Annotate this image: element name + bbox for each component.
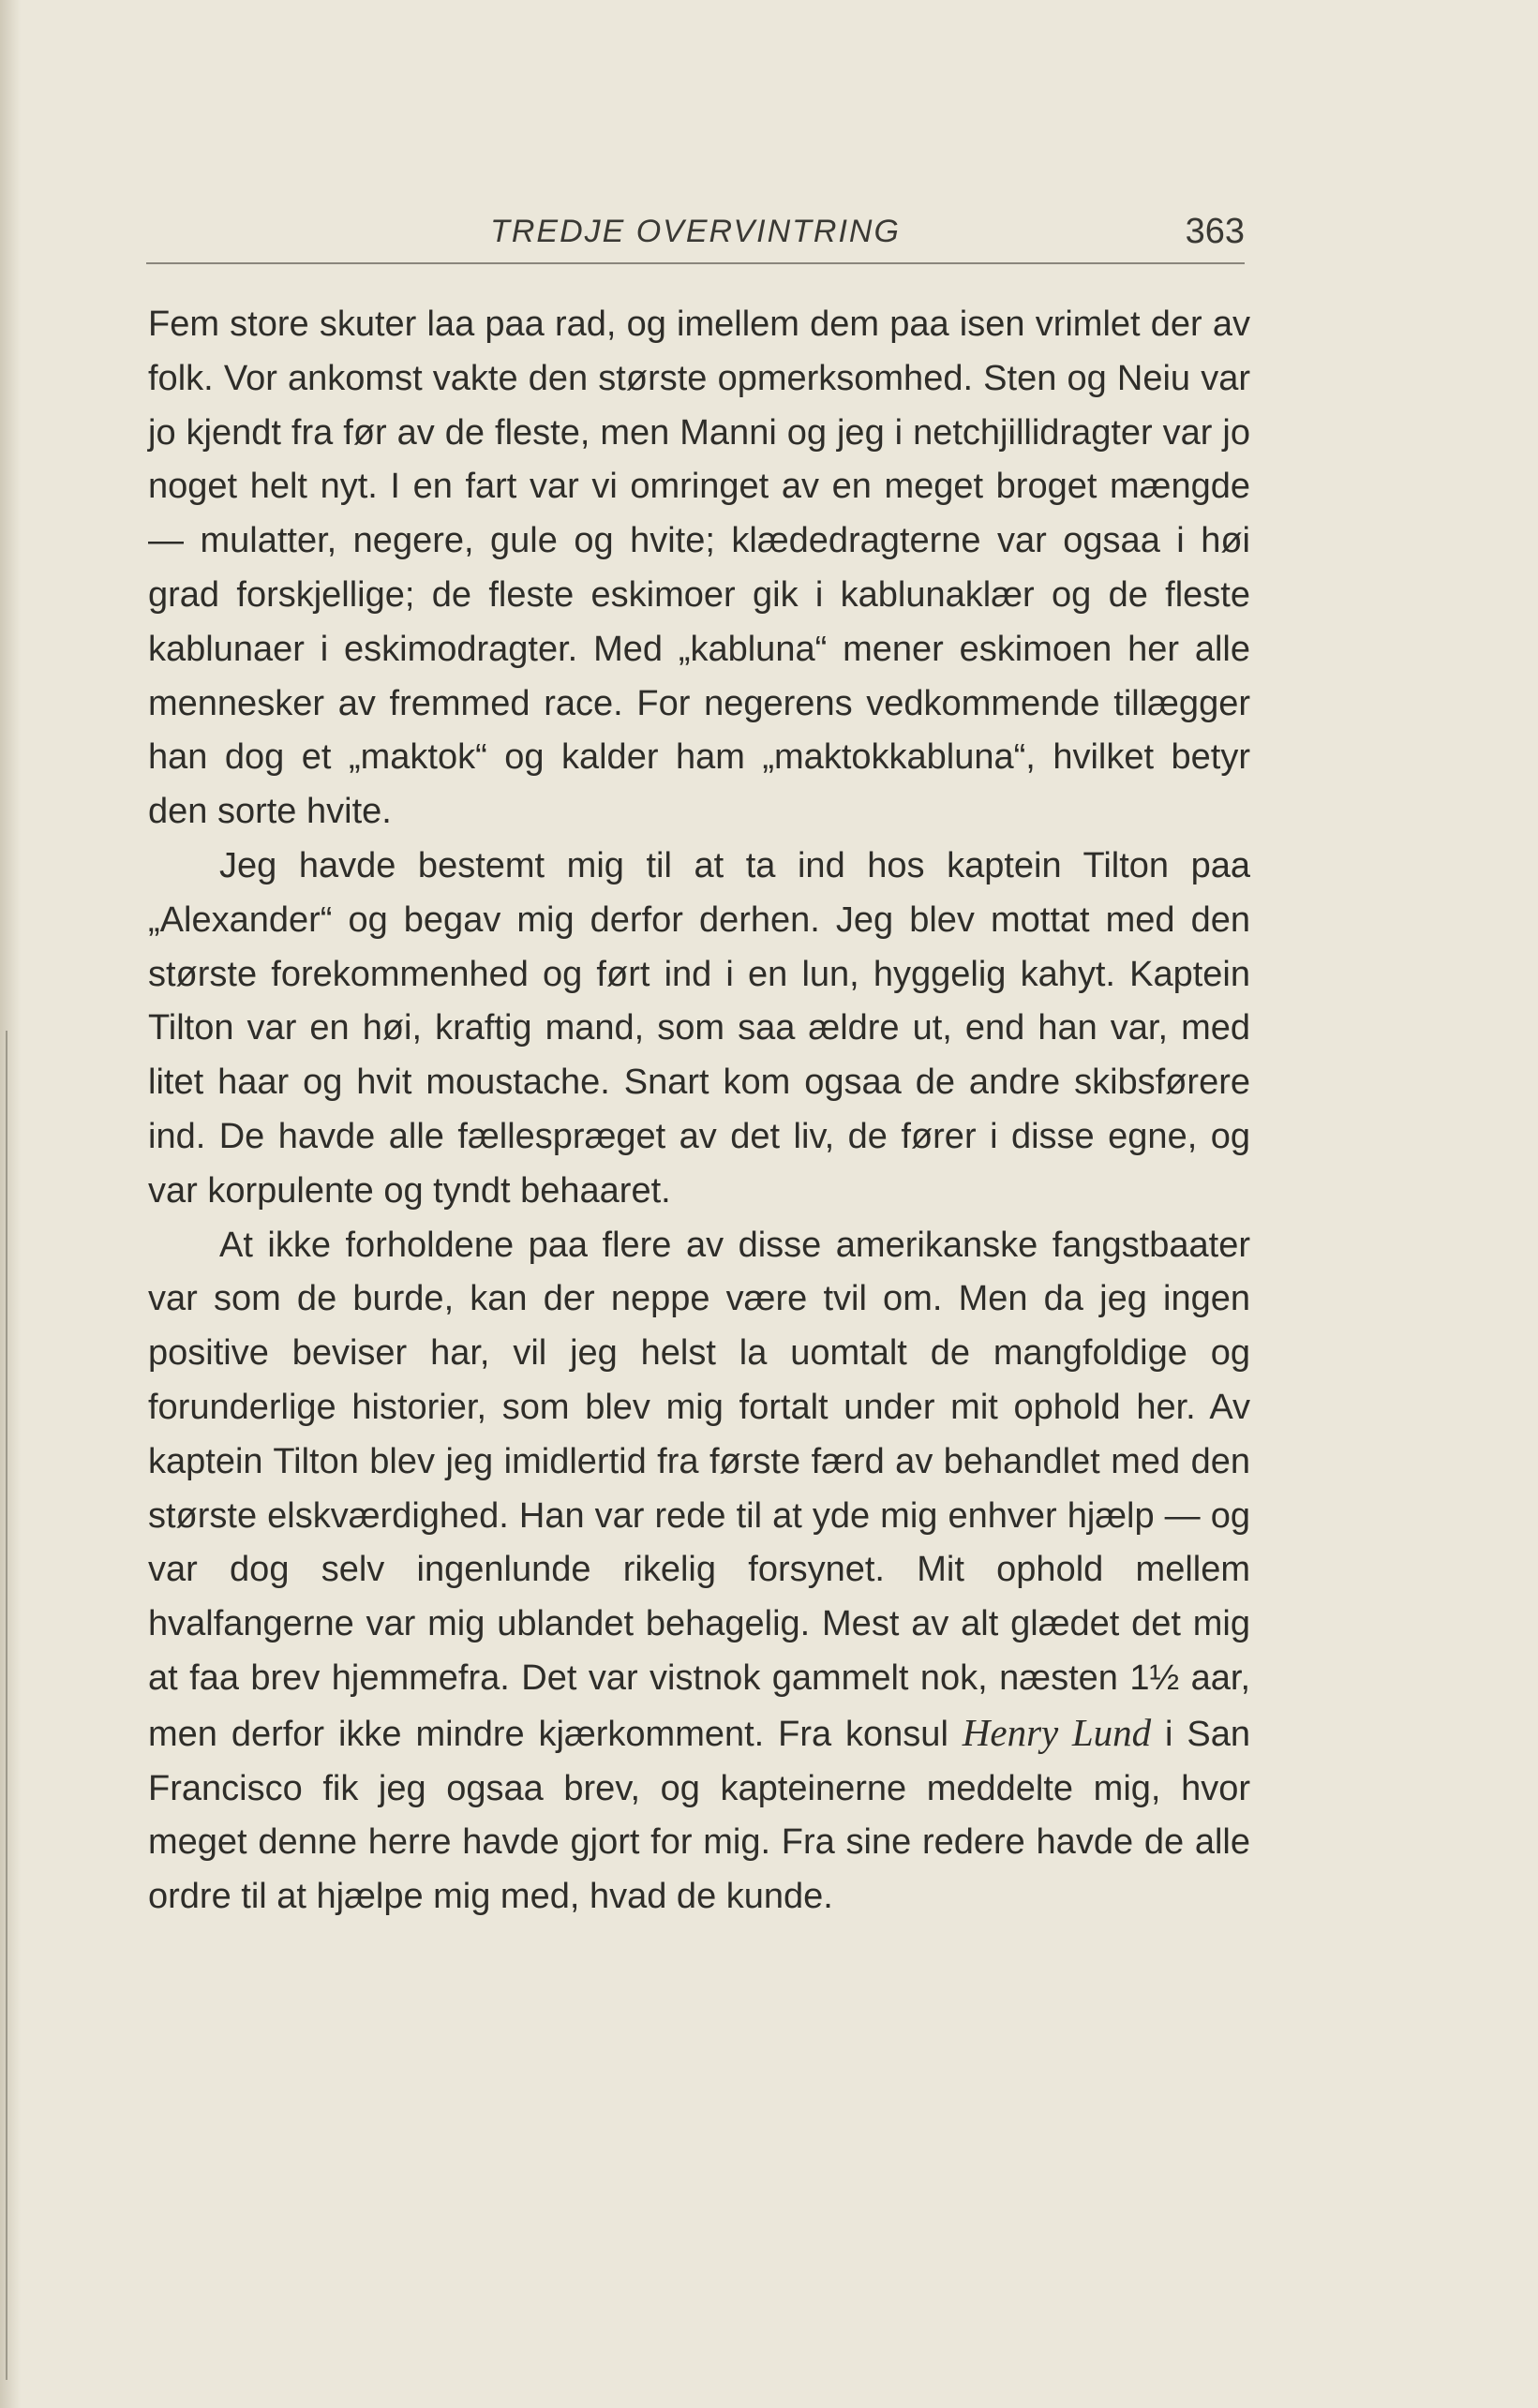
paragraph-3-text-after: i San Francisco fik jeg ogsaa brev, og kapteinerne meddelte mig, hvor meget denne herre havde gjort for mig. Fra sine redere havde de alle ordre til at hjælpe mig med, hvad de kunde. <box>148 1714 1250 1917</box>
running-header <box>146 206 1245 264</box>
paragraph-3 <box>148 1219 1250 1925</box>
body-text <box>148 298 1250 1925</box>
paragraph-2: Jeg havde bestemt mig til at ta ind hos kaptein Tilton paa „Alexander“ og begav mig derfor derhen. Jeg blev mottat med den største forekommenhed og ført ind i en lun, hyggelig kahyt. Kaptein Tilton var en høi, kraftig mand, som saa ældre ut, end han var, med litet haar og hvit moustache. Snart kom ogsaa de andre skibsførere ind. De havde alle fællespræget av det liv, de fører i disse egne, og var korpulente og tyndt behaaret. <box>148 845 1250 1211</box>
page-number: 363 <box>1185 212 1245 251</box>
page-gutter-shadow <box>0 0 21 2408</box>
page-edge-line <box>6 1031 7 2380</box>
italic-name-henry-lund: Henry Lund <box>962 1710 1152 1754</box>
paragraph-1: Fem store skuter laa paa rad, og imellem dem paa isen vrimlet der av folk. Vor ankomst vakte den største opmerksomhed. Sten og Neiu var jo kjendt fra før av de fleste, men Manni og jeg i netchjillidragter var jo noget helt nyt. I en fart var vi omringet av en meget broget mængde — mulatter, negere, gule og hvite; klædedragterne var ogsaa i høi grad forskjellige; de fleste eskimoer gik i kablunaklær og de fleste kablunaer i eskimodragter. Med „kabluna“ mener eskimoen her alle mennesker av fremmed race. For negerens vedkommende tillægger han dog et „maktok“ og kalder ham „maktokkabluna“, hvilket betyr den sorte hvite. <box>148 305 1250 832</box>
running-title: TREDJE OVERVINTRING <box>490 214 901 249</box>
paragraph-3-text-before: At ikke forholdene paa flere av disse amerikanske fangstbaater var som de burde, kan der neppe være tvil om. Men da jeg ingen positive beviser har, vil jeg helst la uomtalt de mangfoldige og forunderlige historier, som blev mig fortalt under mit ophold her. Av kaptein Tilton blev jeg imidlertid fra første færd av behandlet med den største elskværdighed. Han var rede til at yde mig enhver hjælp — og var dog selv ingenlunde rikelig forsynet. Mit ophold mellem hvalfangerne var mig ublandet behagelig. Mest av alt glædet det mig at faa brev hjemmefra. Det var vistnok gammelt nok, næsten 1½ aar, men derfor ikke mindre kjærkomment. Fra konsul <box>148 1225 1250 1754</box>
